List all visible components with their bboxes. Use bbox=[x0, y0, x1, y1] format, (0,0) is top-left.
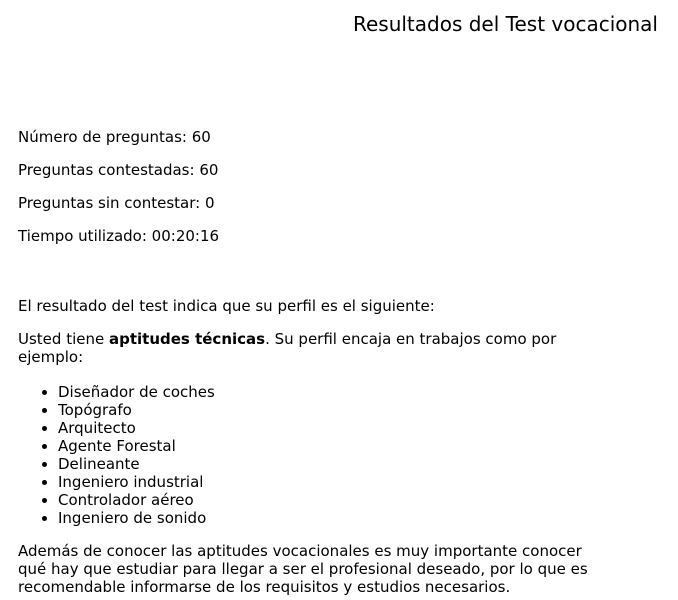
aptitude-suffix: . Su perfil encaja en trabajos como por ejemplo: bbox=[18, 330, 557, 366]
closing-note: Además de conocer las aptitudes vocacionales es muy importante conocer qué hay que estudiar para llegar a ser el profesional deseado, por lo que es recomendable informarse de los requisitos y estudios necesarios. bbox=[18, 542, 588, 596]
list-item: • Topógrafo bbox=[58, 401, 608, 419]
list-item: • Ingeniero industrial bbox=[58, 473, 608, 491]
page-title: Resultados del Test vocacional bbox=[352, 12, 658, 36]
aptitude-statement bbox=[18, 330, 608, 366]
stat-answered-questions bbox=[18, 161, 608, 179]
list-item: • Arquitecto bbox=[58, 419, 608, 437]
stat-time-used bbox=[18, 227, 608, 245]
result-intro: El resultado del test indica que su perfil es el siguiente: bbox=[18, 297, 435, 315]
stat-value: 60 bbox=[199, 161, 219, 179]
list-item: • Controlador aéreo bbox=[58, 491, 608, 509]
job-list bbox=[18, 383, 608, 527]
stat-label: Número de preguntas: bbox=[18, 128, 187, 146]
stat-value: 60 bbox=[191, 128, 211, 146]
stat-value: 00:20:16 bbox=[151, 227, 220, 245]
stats-section bbox=[18, 128, 608, 245]
stat-label: Preguntas contestadas: bbox=[18, 161, 195, 179]
results-content bbox=[18, 128, 608, 596]
list-item: • Delineante bbox=[58, 455, 608, 473]
list-item: • Diseñador de coches bbox=[58, 383, 608, 401]
aptitude-prefix: Usted tiene bbox=[18, 330, 105, 348]
stat-total-questions bbox=[18, 128, 608, 146]
list-item: • Agente Forestal bbox=[58, 437, 608, 455]
list-item: • Ingeniero de sonido bbox=[58, 509, 608, 527]
stat-value: 0 bbox=[204, 194, 215, 212]
stat-label: Tiempo utilizado: bbox=[18, 227, 147, 245]
stat-label: Preguntas sin contestar: bbox=[18, 194, 201, 212]
stat-unanswered-questions bbox=[18, 194, 608, 212]
aptitude-type: aptitudes técnicas bbox=[109, 330, 266, 348]
